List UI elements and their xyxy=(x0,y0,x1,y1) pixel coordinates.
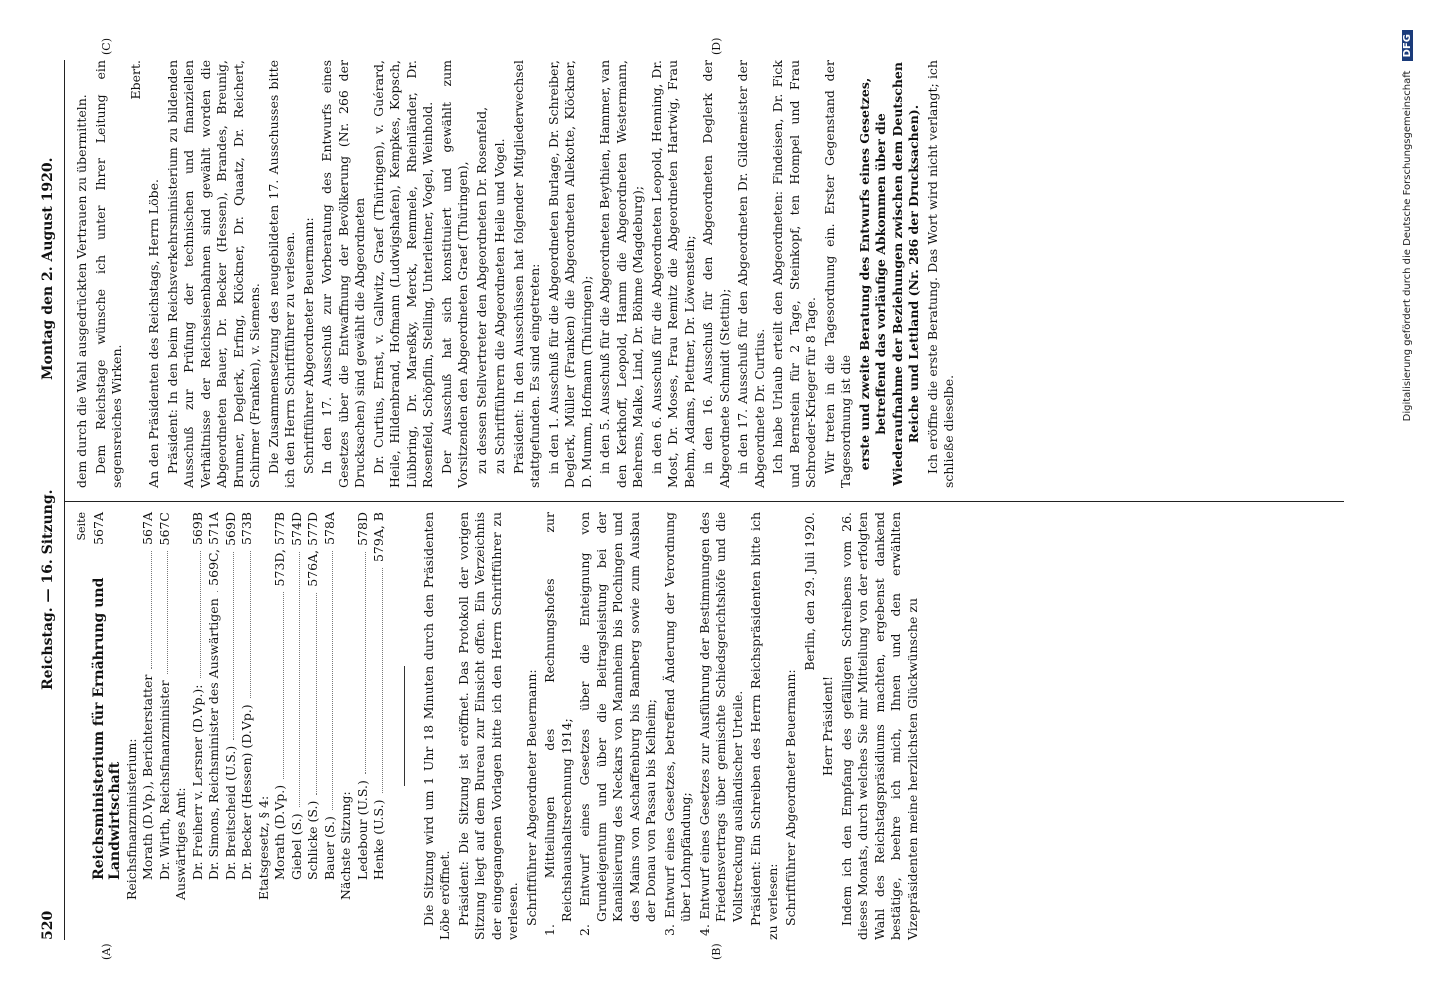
toc-page: 569C, 571A xyxy=(206,512,221,586)
toc-page: 569B xyxy=(189,512,205,546)
toc-page: 573B xyxy=(239,512,254,546)
toc-label: Bauer (S.) xyxy=(321,816,337,880)
letter-body: Indem ich den Empfang des gefälligen Schreibens vom 26. dieses Monats, durch welches Sie mir Mitteilung von der erfolgten Wahl des Reichstagspräsidiums machten, ergebenst dankend bestätige, beehre ich mich, Ihnen und den erwählten Vizepräsidenten meine herzlichsten Glückwünsche zu xyxy=(838,512,920,940)
committee-17-deputy: zu dessen Stellvertreter den Abgeordneten Dr. Rosenfeld, xyxy=(473,106,489,474)
committee-railway: Präsident: In den beim Reichsverkehrsministerium zu bildenden Ausschuß zur Prüfung der technischen und finanziellen Verhältnisse der Reichseisenbahnen sind gewählt worden die Abgeordneten Bauer, Dr. Becker (Hessen), Brandes, Breunig, Brunner, Deglerk, Erfing, Klöckner, Dr. Quaatz, Dr. Reichert, Schirmer (Franken), v. Siemens. xyxy=(164,60,262,488)
toc-label: Nächste Sitzung: xyxy=(338,791,353,900)
toc-row xyxy=(223,512,240,940)
toc-label: Ledebour (U.S.) xyxy=(354,780,370,880)
bill-list-item: 2. Entwurf eines Gesetzes über die Enteignung von Grundeigentum und über die Beitragsleistung bei der Kanalisierung des Neckars von Mannheim bis Plochingen und des Mains von Aschaffenburg bis Bamberg sowie zum Ausbau der Donau von Passau bis Kelheim; xyxy=(577,512,658,936)
toc-row xyxy=(338,512,355,940)
toc-leader xyxy=(322,551,334,810)
committee-17-intro: In den 17. Ausschuß zur Vorberatung des Entwurfs eines Gesetzes über die Entwaffnung der Bevölkerung (Nr. 266 der Drucksachen) sind gewählt die Abgeordneten xyxy=(319,60,367,488)
bill-list xyxy=(542,512,746,940)
bill-list-item: 4. Entwurf eines Gesetzes zur Ausführung der Bestimmungen des Friedensvertrags über gemischte Schiedsgerichtshöfe und die Vollstreckung ausländischer Urteile. xyxy=(696,512,745,936)
toc-label: Dr. Freiherr v. Lersner (D.Vp.): xyxy=(189,684,205,880)
committee-17-chair: Der Ausschuß hat sich konstituiert und gewählt zum Vorsitzenden den Abgeordneten Graef (Thüringen), xyxy=(438,60,470,488)
toc-seite-label: Seite xyxy=(75,512,88,541)
dfg-logo: DFG xyxy=(1402,30,1413,61)
toc-row xyxy=(355,512,372,940)
toc-label: Dr. Simons, Reichsminister des Auswärtigen xyxy=(206,598,221,880)
toc-label: Giebel (S.) xyxy=(288,813,304,880)
toc-page: 573D, 577B xyxy=(272,512,287,587)
committee-17-secretaries: zu Schriftführern die Abgeordneten Heile und Vogel. xyxy=(492,138,507,474)
section-rule xyxy=(404,666,405,786)
clerk-intro-3: Schriftführer Abgeordneter Beuermann: xyxy=(300,217,316,474)
margin-marker-c: (C) xyxy=(100,38,113,55)
margin-marker-d: (D) xyxy=(710,37,723,55)
toc-label: Dr. Becker (Hessen) (D.Vp.) xyxy=(239,704,254,880)
toc-row xyxy=(289,512,306,940)
toc-label: Dr. Breitscheid (U.S.) xyxy=(222,745,238,880)
toc-leader xyxy=(157,551,169,674)
toc-leader xyxy=(223,552,235,740)
letter-place-date: Berlin, den 29. Juli 1920. xyxy=(801,512,817,671)
toc-leader xyxy=(289,552,301,808)
margin-marker-b: (B) xyxy=(710,943,723,960)
member-change-6: in den 6. Ausschuß für die Abgeordneten Leopold, Henning, Dr. Most, Dr. Moses, Frau Remitz die Abgeordneten Hartwig, Frau Behm, Adams, Plettner, Dr. Löwenstein; xyxy=(648,60,697,488)
toc-label: Morath (D.Vp.) xyxy=(272,784,287,880)
member-change-16: in den 16. Ausschuß für den Abgeordneten Deglerk der Abgeordnete Schmidt (Stettin); xyxy=(700,60,732,488)
toc-row xyxy=(140,512,157,940)
toc-row xyxy=(256,512,273,940)
letter-signature: Ebert. xyxy=(127,60,143,100)
toc-row xyxy=(157,512,174,940)
toc-leader xyxy=(140,551,152,669)
toc-leader xyxy=(371,568,383,793)
president-paragraph-2: Präsident: Ein Schreiben des Herrn Reichspräsidenten bitte ich zu verlesen: xyxy=(748,512,780,940)
toc-leader xyxy=(355,552,367,774)
header-right-title: Montag den 2. August 1920. xyxy=(40,157,56,380)
toc-page: 567A xyxy=(140,512,155,545)
opening-paragraph: Die Sitzung wird um 1 Uhr 18 Minuten durch den Präsidenten Löbe eröffnet. xyxy=(420,512,452,940)
bill-list-item: 3. Entwurf eines Gesetzes, betreffend Änderung der Verordnung über Lohnpfändung; xyxy=(661,512,693,936)
column-divider xyxy=(64,501,1344,502)
toc-row xyxy=(239,512,256,940)
margin-marker-a: (A) xyxy=(100,943,113,960)
page-number: 520 xyxy=(40,910,56,940)
agenda-item-title: erste und zweite Beratung des Entwurfs eines Gesetzes, betreffend das vorläufige Abkommen über die Wiederaufnahme der Beziehungen zwischen dem Deutschen Reiche und Lettland (Nr. 286 der Drucksachen). xyxy=(856,62,921,486)
committee-17-members: Dr. Curtius, Ernst, v. Gallwitz, Graef (Thüringen), v. Guérard, Heile, Hildenbrand, Hofmann (Ludwigshafen), Kempkes, Kopsch, Lübbring, Dr. Mareßky, Merck, Remmele, Rheinländer, Dr. Rosenfeld, Schöpflin, Stelling, Unterleitner, Vogel, Weinhold. xyxy=(370,60,435,488)
toc-row xyxy=(206,512,223,940)
letter-continuation: dem durch die Wahl ausgedrückten Vertrauen zu übermitteln. xyxy=(74,94,89,488)
toc-label: Schlicke (S.) xyxy=(305,800,320,880)
toc-page: 578D xyxy=(354,512,370,546)
letter-address: An den Präsidenten des Reichstags, Herrn Löbe. xyxy=(146,179,161,488)
toc-row xyxy=(305,512,322,940)
toc-label: Morath (D.Vp.), Berichterstatter xyxy=(140,674,155,880)
toc-row xyxy=(190,512,207,940)
right-column xyxy=(74,60,960,488)
toc-page: 567C xyxy=(156,512,172,546)
toc-label: Etatsgesetz, § 4: xyxy=(255,795,271,900)
toc-label: Auswärtiges Amt: xyxy=(173,787,188,900)
president-paragraph-1: Präsident: Die Sitzung ist eröffnet. Das Protokoll der vorigen Sitzung liegt auf dem Bureau zur Einsicht offen. Ein Verzeichnis der eingegangenen Vorlagen bitte ich den Herrn Schriftführer zu verlesen. xyxy=(455,512,520,940)
toc-row xyxy=(173,512,190,940)
committee-17-request: Die Zusammensetzung des neugebildeten 17. Ausschusses bitte ich den Herrn Schriftführer zu verlesen. xyxy=(265,60,297,488)
debate-opening: Ich eröffne die erste Beratung. Das Wort wird nicht verlangt; ich schließe dieselbe. xyxy=(924,60,956,488)
toc-row xyxy=(272,512,289,940)
toc-row xyxy=(371,512,388,940)
bill-list-item: 1. Mitteilungen des Rechnungshofes zur Reichshaushaltsrechnung 1914; xyxy=(542,512,574,936)
toc-page: 576A, 577D xyxy=(305,512,320,587)
member-change-5: in den 5. Ausschuß für die Abgeordneten Beythien, Hammer, van den Kerkhoff, Leopold, Hamm die Abgeordneten Westermann, Behrens, Malke, Lind, Dr. Böhme (Magdeburg); xyxy=(597,60,645,488)
member-change-intro: Präsident: In den Ausschüssen hat folgender Mitgliederwechsel stattgefunden. Es sind eingetreten: xyxy=(510,60,542,488)
header-left-title: Reichstag. — 16. Sitzung. xyxy=(40,489,56,690)
letter-salutation: Herr Präsident! xyxy=(820,676,835,776)
toc-label: Reichsministerium für Ernährung und Landwirtschaft xyxy=(90,577,123,880)
digitization-credit xyxy=(1402,30,1413,970)
toc-label: Reichsfinanzministerium: xyxy=(123,738,139,900)
toc-page: 569D xyxy=(222,512,238,546)
toc-row xyxy=(124,512,141,940)
toc-leader xyxy=(239,551,251,698)
toc-label: Dr. Wirth, Reichsfinanzminister xyxy=(156,680,172,880)
table-of-contents xyxy=(91,512,388,940)
toc-page: 579A, B xyxy=(371,512,386,563)
member-change-17: in den 17. Ausschuß für den Abgeordneten Dr. Gildemeister der Abgeordnete Dr. Curtius. xyxy=(735,60,767,488)
clerk-intro-2: Schriftführer Abgeordneter Beuermann: xyxy=(783,669,798,926)
toc-page: 578A xyxy=(321,512,337,545)
toc-page: 574D xyxy=(288,512,304,546)
leave-granted: Ich habe Urlaub erteilt den Abgeordneten: Findeisen, Dr. Fick und Bernstein für 2 Tage, Steinkopf, ten Hompel und Frau Schroeder-Krieger für 8 Tage. xyxy=(770,60,818,488)
toc-row xyxy=(91,512,124,940)
member-change-1: in den 1. Ausschuß für die Abgeordneten Burlage, Dr. Schreiber, Deglerk, Müller (Franken) die Abgeordneten Allekotte, Klöckner, D. Mumm, Hofmann (Thüringen); xyxy=(545,60,594,488)
toc-leader xyxy=(190,551,202,678)
toc-label: Henke (U.S.) xyxy=(371,799,386,880)
toc-leader xyxy=(272,592,284,778)
agenda-intro: Wir treten in die Tagesordnung ein. Erster Gegenstand der Tagesordnung ist die xyxy=(821,60,853,488)
running-header xyxy=(40,60,66,940)
header-rule xyxy=(64,60,65,940)
credit-text: Digitalisierung gefördert durch die Deutsche Forschungsgemeinschaft xyxy=(1402,70,1413,422)
toc-leader xyxy=(305,593,317,795)
toc-page: 567A xyxy=(90,512,106,545)
letter-wish: Dem Reichstage wünsche ich unter Ihrer Leitung ein segensreiches Wirken. xyxy=(92,60,124,488)
toc-row xyxy=(322,512,339,940)
left-column xyxy=(74,512,923,940)
clerk-intro-1: Schriftführer Abgeordneter Beuermann: xyxy=(523,669,539,926)
